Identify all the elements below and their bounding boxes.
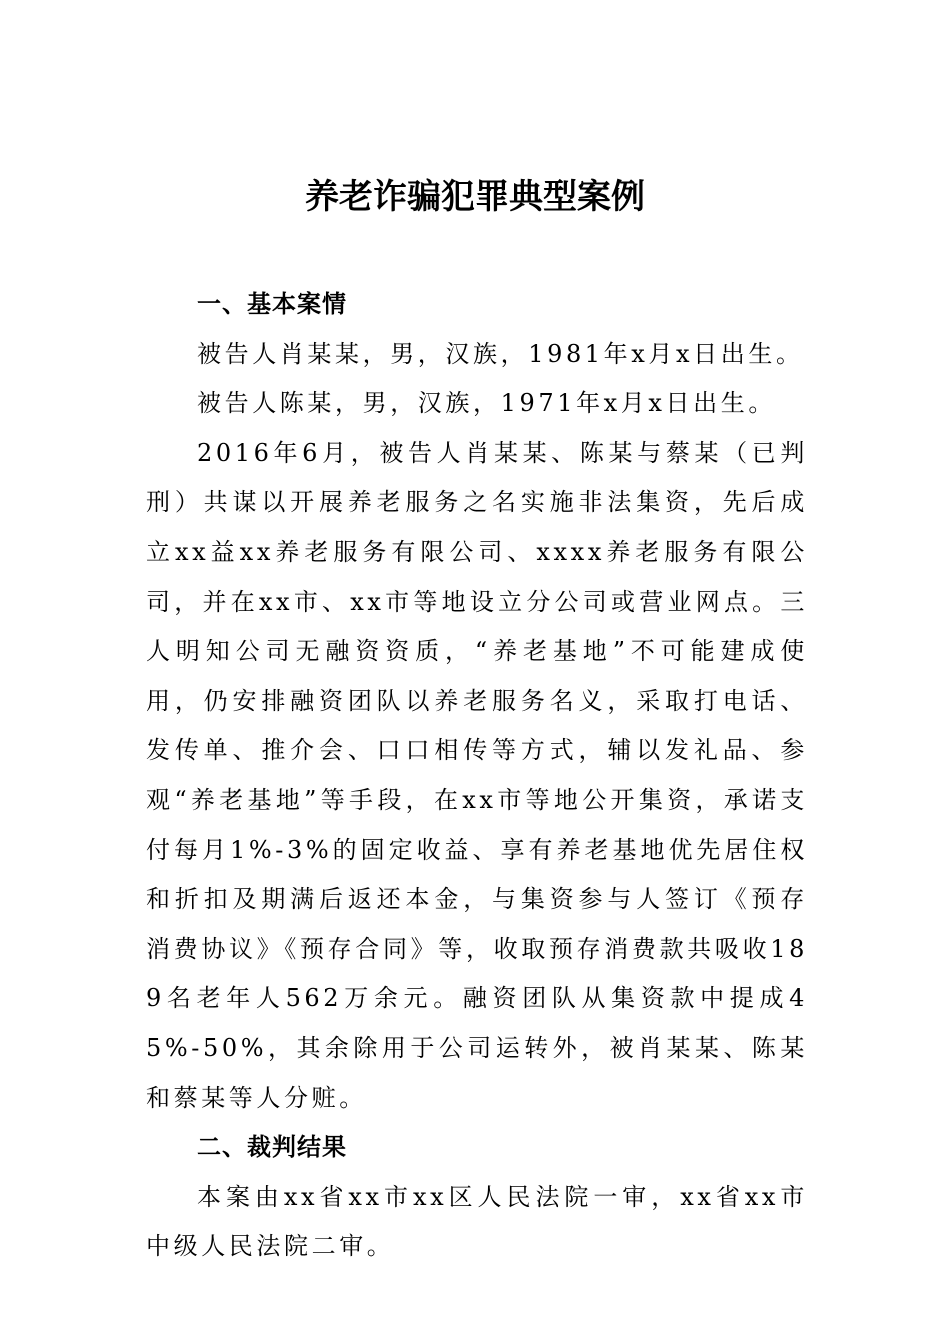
document-title: 养老诈骗犯罪典型案例: [305, 177, 645, 217]
section-heading-basic-facts: 一、基本案情: [197, 290, 347, 318]
section-heading-judgment: 二、裁判结果: [197, 1133, 347, 1162]
paragraph-trial-courts: 本案由xx省xx市xx区人民法院一审，xx省xx市中级人民法院二审。: [146, 1182, 808, 1261]
paragraph-case-facts: 2016年6月，被告人肖某某、陈某与蔡某（已判刑）共谋以开展养老服务之名实施非法集资，先后成立xx益xx养老服务有限公司、xxxx养老服务有限公司，并在xx市、xx市等地设立分公司或营业网点。三人明知公司无融资资质，“养老基地”不可能建成使用，仍安排融资团队以养老服务名义，采取打电话、发传单、推介会、口口相传等方式，辅以发礼品、参观“养老基地”等手段，在xx市等地公开集资，承诺支付每月1%-3%的固定收益、享有养老基地优先居住权和折扣及期满后返还本金，与集资参与人签订《预存消费协议》《预存合同》等，收取预存消费款共吸收189名老年人562万余元。融资团队从集资款中提成45%-50%，其余除用于公司运转外，被肖某某、陈某和蔡某等人分赃。: [146, 438, 808, 1112]
document-body: [146, 280, 808, 1272]
paragraph-defendant-xiao: 被告人肖某某，男，汉族，1981年x月x日出生。: [197, 339, 804, 368]
paragraph-defendant-chen: 被告人陈某，男，汉族，1971年x月x日出生。: [197, 389, 776, 418]
